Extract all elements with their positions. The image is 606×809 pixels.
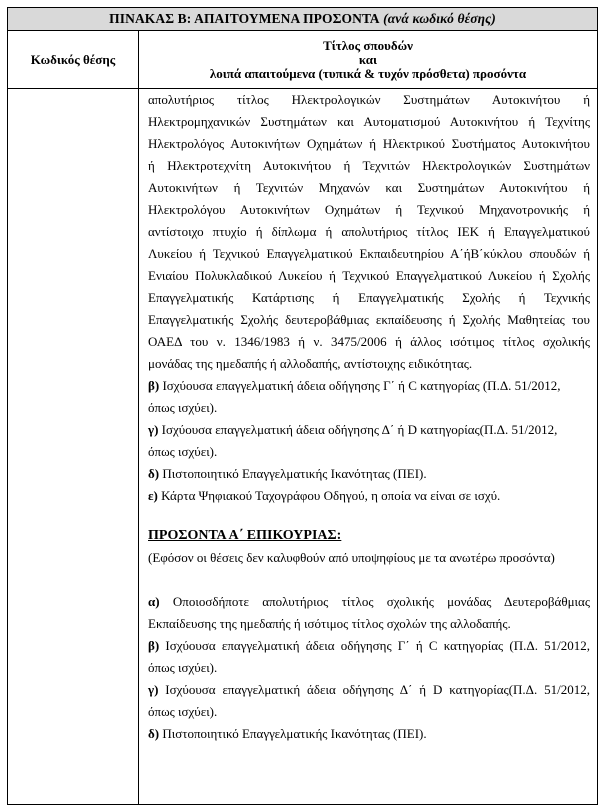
column-header-line: Τίτλος σπουδών	[323, 37, 413, 53]
auxiliary-requirements-list	[148, 591, 590, 745]
paragraph-line: απολυτήριος τίτλος Ηλεκτρολογικών Συστημάτων Αυτοκινήτου ή	[148, 92, 590, 107]
paragraph-line: Λυκείου ή Τεχνικού Επαγγελματικού Εκπαιδευτηρίου Α΄ήΒ΄κύκλου σπουδών ή	[148, 246, 590, 261]
list-item-text: Ισχύουσα επαγγελματική άδεια οδήγησης Γ΄ ή C κατηγορίας (Π.Δ. 51/2012,	[162, 378, 561, 393]
list-item-line	[148, 635, 590, 657]
list-item-label: δ)	[148, 466, 160, 481]
list-item-line	[148, 419, 590, 441]
list-item-text: Κάρτα Ψηφιακού Ταχογράφου Οδηγού, η οποία να είναι σε ισχύ.	[161, 488, 501, 503]
table-title-paren: (ανά κωδικό θέσης)	[383, 11, 496, 26]
paragraph-line: μονάδας της ημεδαπής ή αλλοδαπής, αντίστοιχης ειδικότητας.	[148, 356, 473, 371]
list-item-line	[148, 485, 590, 507]
list-item-line	[148, 701, 590, 723]
paragraph-line: Ηλεκτρολόγος Αυτοκινήτων Οχημάτων ή Ηλεκτρικού Συστήματος Αυτοκινήτου	[148, 136, 590, 151]
list-item	[148, 679, 590, 723]
list-item-text: Πιστοποιητικό Επαγγελματικής Ικανότητας (ΠΕΙ).	[162, 466, 427, 481]
list-item-line	[148, 657, 590, 679]
paragraph-line: Ηλεκτρολόγου Αυτοκινήτων Οχημάτων ή Τεχνικού Μηχανοτρονικής ή	[148, 202, 590, 217]
list-item-line	[148, 679, 590, 701]
list-item-text: όπως ισχύει).	[148, 704, 218, 719]
requirements-table	[7, 7, 598, 805]
paragraph-line: Επαγγελματικής Κατάρτισης ή Επαγγελματικής Σχολής ή Τεχνικής	[148, 290, 590, 305]
column-header-qualifications	[139, 31, 597, 89]
paragraph-line: Ηλεκτρομηχανικών Συστημάτων και Αυτοματισμού Αυτοκινήτου ή Τεχνίτης	[148, 114, 590, 129]
list-item-line	[148, 375, 590, 397]
list-item-label: α)	[148, 594, 160, 609]
list-item-text: Ισχύουσα επαγγελματική άδεια οδήγησης Δ΄ ή D κατηγορίας(Π.Δ. 51/2012,	[165, 682, 590, 697]
list-item	[148, 375, 590, 419]
list-item-line	[148, 591, 590, 613]
list-item-text: όπως ισχύει).	[148, 444, 218, 459]
paragraph-line: αντίστοιχο πτυχίο ή δίπλωμα ή απολυτήριος τίτλος ΙΕΚ ή Επαγγελματικού	[148, 224, 590, 239]
list-item-text: όπως ισχύει).	[148, 660, 218, 675]
auxiliary-section-note: (Εφόσον οι θέσεις δεν καλυφθούν από υποψηφίους με τα ανωτέρω προσόντα)	[148, 550, 555, 565]
list-item-label: γ)	[148, 422, 159, 437]
column-header-position-code: Κωδικός θέσης	[8, 31, 139, 89]
list-item-text: Ισχύουσα επαγγελματική άδεια οδήγησης Γ΄ ή C κατηγορίας (Π.Δ. 51/2012,	[165, 638, 590, 653]
list-item-label: ε)	[148, 488, 158, 503]
list-item-label: β)	[148, 638, 160, 653]
list-item	[148, 485, 590, 507]
list-item-label: γ)	[148, 682, 159, 697]
paragraph-line: ΟΑΕΔ του ν. 1346/1983 ή ν. 3475/2006 ή άλλος ισότιμος τίτλος σχολικής	[148, 334, 590, 349]
list-item	[148, 591, 590, 635]
list-item-text: όπως ισχύει).	[148, 400, 218, 415]
list-item-line	[148, 613, 590, 635]
auxiliary-section-title: ΠΡΟΣΟΝΤΑ Α΄ ΕΠΙΚΟΥΡΙΑΣ:	[148, 528, 342, 543]
list-item	[148, 463, 590, 485]
list-item-label: β)	[148, 378, 160, 393]
list-item	[148, 419, 590, 463]
list-item-text: Ισχύουσα επαγγελματική άδεια οδήγησης Δ΄ ή D κατηγορίας(Π.Δ. 51/2012,	[161, 422, 558, 437]
list-item-text: Πιστοποιητικό Επαγγελματικής Ικανότητας (ΠΕΙ).	[162, 726, 427, 741]
qualifications-cell	[139, 89, 597, 804]
column-header-line: λοιπά απαιτούμενα (τυπικά & τυχόν πρόσθετα) προσόντα	[209, 65, 527, 81]
list-item-line	[148, 723, 590, 745]
column-header-line: και	[358, 51, 378, 67]
list-item-line	[148, 441, 590, 463]
paragraph-line: Ενιαίου Πολυκλαδικού Λυκείου ή Τεχνικού Επαγγελματικού Λυκείου ή Σχολής	[148, 268, 590, 283]
paragraph-line: ή Ηλεκτροτεχνίτη Αυτοκινήτου ή Τεχνιτών Ηλεκτρολογικών Συστημάτων	[148, 158, 590, 173]
main-qualification-paragraph	[148, 89, 590, 375]
paragraph-line: Αυτοκινήτων ή Τεχνιτών Μηχανών και Συστημάτων Αυτοκινήτου ή	[148, 180, 590, 195]
table-title-main: ΠΙΝΑΚΑΣ Β: ΑΠΑΙΤΟΥΜΕΝΑ ΠΡΟΣΟΝΤΑ	[109, 11, 380, 26]
list-item	[148, 635, 590, 679]
list-item-label: δ)	[148, 726, 160, 741]
list-item-text: Εκπαίδευσης της ημεδαπής ή ισότιμος τίτλος σχολών της αλλοδαπής.	[148, 616, 511, 631]
list-item	[148, 723, 590, 745]
main-requirements-list	[148, 375, 590, 507]
table-title	[8, 8, 597, 31]
position-code-cell	[8, 89, 139, 804]
list-item-line	[148, 397, 590, 419]
paragraph-line: Επαγγελματικής Σχολής δευτεροβάθμιας εκπαίδευσης ή Σχολής Μαθητείας του	[148, 312, 590, 327]
list-item-text: Οποιοσδήποτε απολυτήριος τίτλος σχολικής μονάδας Δευτεροβάθμιας	[172, 594, 590, 609]
list-item-line	[148, 463, 590, 485]
